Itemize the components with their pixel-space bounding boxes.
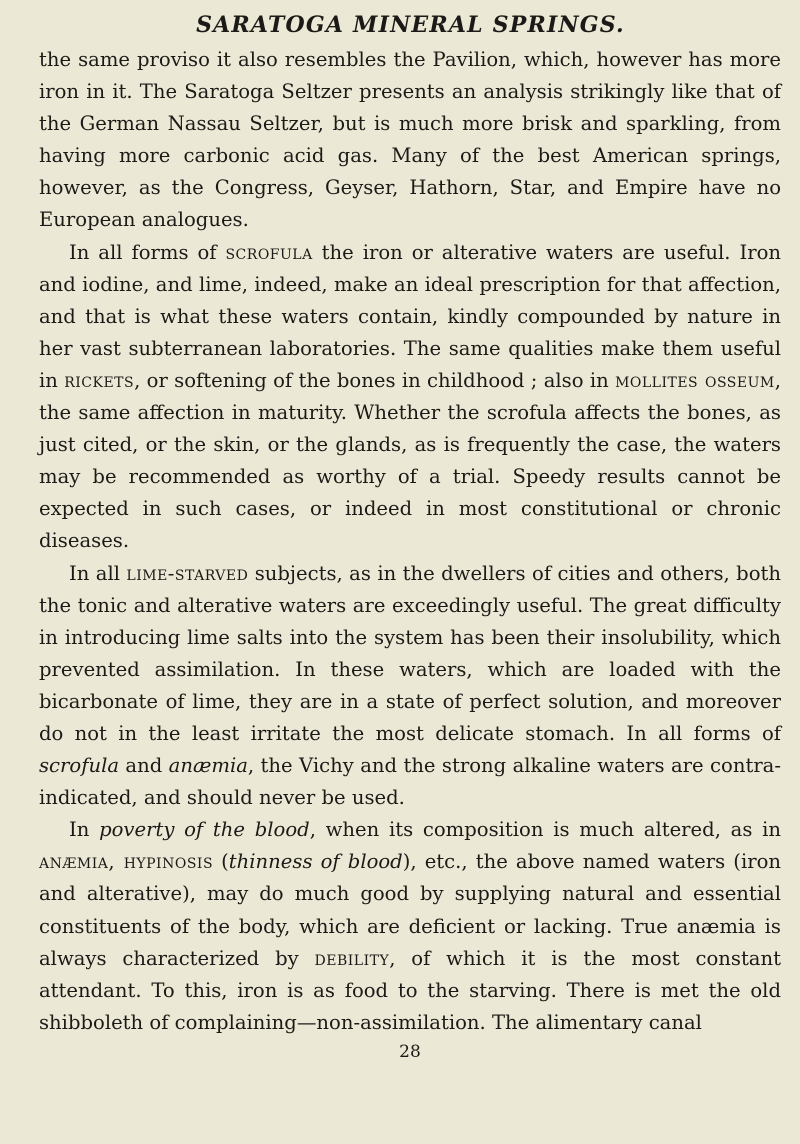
paragraph-4 — [39, 814, 781, 1039]
small-caps-term-mollites-osseum: mollites osseum — [615, 368, 775, 392]
small-caps-term-rickets: rickets — [64, 368, 135, 392]
text-run: ( — [213, 850, 229, 874]
italic-term-scrofula: scrofula — [39, 754, 120, 778]
italic-term-poverty-of-blood: poverty of the blood — [99, 818, 310, 842]
text-run: ), etc., the above named waters (iron and alterative), may do much good by supplying natural and essential constituents of the body, which are deficient or lacking. True anæmia is always characterized by — [39, 850, 781, 970]
small-caps-term-scrofula: scrofula — [225, 240, 313, 264]
text-run: the iron or alterative waters are useful. Iron and iodine, and lime, indeed, make an ideal prescription for that affection, and that is what these waters contain, kindly compounded by nature in her vast subterranean laboratories. The same qualities make them useful in — [39, 240, 782, 392]
paragraph-3 — [39, 558, 781, 815]
text-run: , when its composition is much altered, as in — [309, 818, 781, 842]
text-run: In all — [69, 561, 127, 585]
text-run: the same proviso it also resembles the Pavilion, which, however has more iron in it. The Saratoga Seltzer presents an analysis strikingly like that of the German Nassau Seltzer, but is much more brisk and sparkling, from having more carbonic acid gas. Many of the best American springs, however, as the Congress, Geyser, Hathorn, Star, and Empire have no European analogues. — [39, 48, 781, 232]
text-run: In all forms of — [69, 240, 226, 264]
text-run: , the same affection in maturity. Whether the scrofula affects the bones, as just cited, or the skin, or the glands, as is frequently the case, the waters may be recommended as worthy of a trial. Speedy results cannot be expected in such cases, or indeed in most constitutional or chronic diseases. — [39, 368, 781, 553]
paragraph-2 — [39, 237, 781, 558]
text-run: subjects, as in the dwellers of cities and others, both the tonic and alterative waters are exceedingly useful. The great difficulty in introducing lime salts into the system has been their insolubility, which prevented assimilation. In these waters, which are loaded with the bicarbonate of lime, they are in a state of perfect solution, and moreover do not in the least irritate the most delicate stomach. In all forms of — [39, 561, 781, 745]
italic-term-thinness-of-blood: thinness of blood — [228, 850, 403, 874]
running-head: SARATOGA MINERAL SPRINGS. — [196, 12, 625, 38]
small-caps-term-debility: debility — [314, 946, 390, 970]
small-caps-term-lime-starved: lime-starved — [126, 561, 249, 585]
body-text — [39, 44, 781, 1039]
italic-term-anaemia: anæmia — [168, 754, 248, 778]
text-run: and — [119, 754, 169, 778]
paragraph-1 — [39, 44, 781, 237]
text-run: , the Vichy and the strong alkaline waters are contra-indicated, and should never be used. — [39, 754, 781, 810]
text-run: In — [69, 818, 100, 842]
small-caps-term-anaemia-hypinosis: anæmia, hypinosis — [39, 850, 214, 874]
text-run: , or softening of the bones in childhood ; also in — [134, 368, 616, 392]
page-number: 28 — [399, 1041, 421, 1062]
text-run: , of which it is the most constant attendant. To this, iron is as food to the starving. There is met the old shibboleth of complaining—non-assimilation. The alimentary canal — [39, 946, 781, 1034]
